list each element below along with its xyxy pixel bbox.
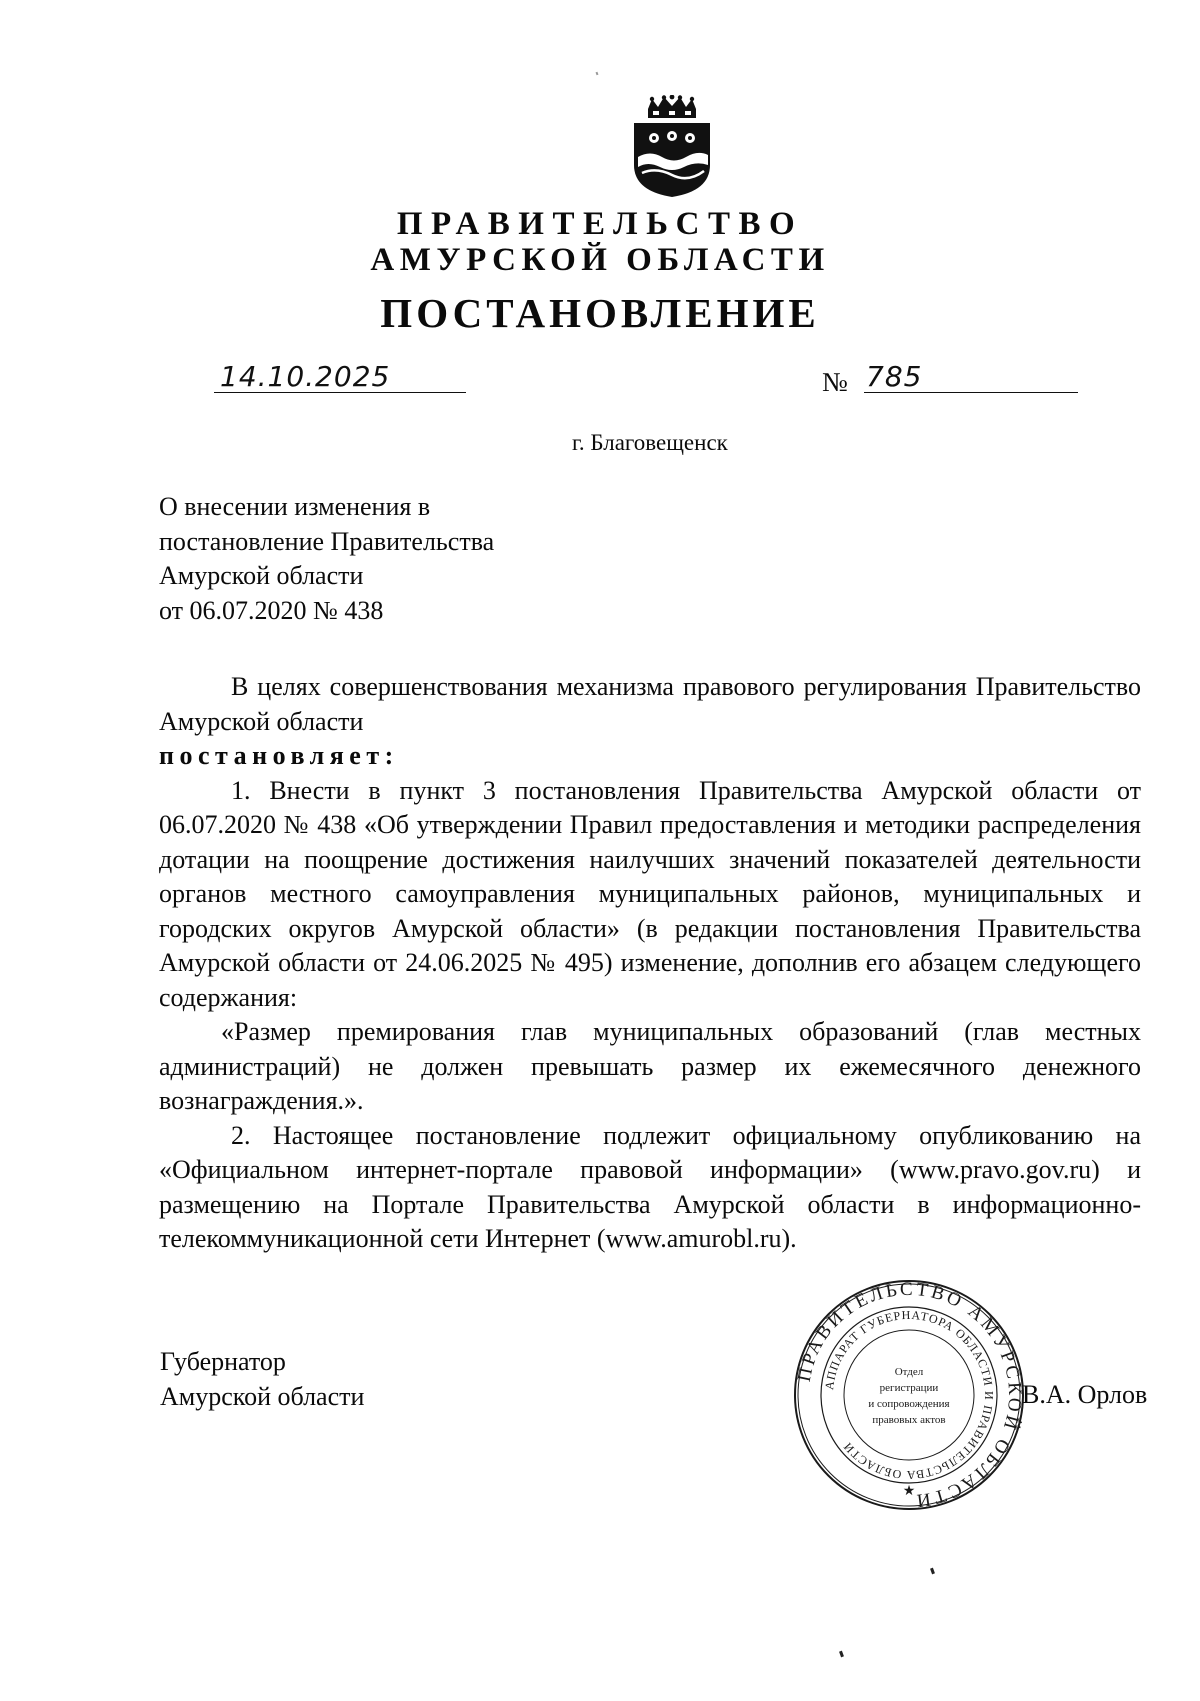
stamp-center-line: правовых актов xyxy=(872,1414,946,1426)
signer-name: В.А. Орлов xyxy=(1022,1380,1148,1409)
org-name-line2: АМУРСКОЙ ОБЛАСТИ xyxy=(370,242,830,278)
stamp-outer-text: ПРАВИТЕЛЬСТВО АМУРСКОЙ ОБЛАСТИ xyxy=(793,1278,1026,1512)
official-seal-stamp xyxy=(792,1278,1026,1512)
scan-artifact-mark xyxy=(596,72,599,76)
item-1-paragraph: 1. Внести в пункт 3 постановления Правительства Амурской области от 06.07.2020 № 438 «Об утверждении Правил предоставления и методики распределения дотации на поощрение достижения наилучших значений показателей деятельности органов местного самоуправления муниципальных районов, муниципальных и городских округов Амурской области» (в редакции постановления Правительства Амурской области от 24.06.2025 № 495) изменение, дополнив его абзацем следующего содержания: xyxy=(159,775,1141,1012)
scan-artifact-mark xyxy=(839,1651,844,1658)
document-subject xyxy=(159,490,494,628)
document-type-title: ПОСТАНОВЛЕНИЕ xyxy=(380,290,820,336)
subject-line: постановление Правительства xyxy=(159,526,495,556)
preamble-paragraph: В целях совершенствования механизма правового регулирования Правительство Амурской области xyxy=(159,672,1141,736)
amur-region-coat-of-arms-icon xyxy=(626,95,718,199)
city-name: г. Благовещенск xyxy=(572,430,728,455)
stamp-center-line: и сопровождения xyxy=(868,1398,950,1410)
stamp-middle-text: АППАРАТ ГУБЕРНАТОРА ОБЛАСТИ И ПРАВИТЕЛЬСТВА ОБЛАСТИ xyxy=(822,1307,997,1483)
stamp-star-icon: ★ xyxy=(902,1483,916,1499)
number-underline xyxy=(864,392,1078,393)
handwritten-number: 785 xyxy=(866,360,923,393)
subject-line: от 06.07.2020 № 438 xyxy=(159,595,384,625)
date-underline xyxy=(214,392,466,393)
scan-artifact-mark xyxy=(930,1568,935,1575)
subject-line: О внесении изменения в xyxy=(159,492,431,521)
stamp-center-line: Отдел xyxy=(894,1366,924,1378)
number-sign: № xyxy=(822,367,848,397)
document-body xyxy=(159,670,1141,1257)
item-1-quote-paragraph: «Размер премирования глав муниципальных образований (глав местных администраций) не должен превышать размер их ежемесячного денежного вознаграждения.». xyxy=(159,1017,1141,1115)
item-2-paragraph: 2. Настоящее постановление подлежит официальному опубликованию на «Официальном интернет-портале правовой информации» (www.pravo.gov.ru) и размещению на Портале Правительства Амурской области в информационно-телекоммуникационной сети Интернет (www.amurobl.ru). xyxy=(159,1120,1141,1253)
svg-text:АППАРАТ ГУБЕРНАТОРА ОБЛАСТИ И xyxy=(822,1308,996,1482)
signer-position xyxy=(160,1345,364,1414)
subject-line: Амурской области xyxy=(159,561,364,590)
org-name-line1: ПРАВИТЕЛЬСТВО xyxy=(396,206,804,242)
handwritten-date: 14.10.2025 xyxy=(220,360,391,393)
signer-position-line: Губернатор xyxy=(160,1347,286,1376)
stamp-center-line: регистрации xyxy=(879,1382,939,1394)
signer-position-line: Амурской области xyxy=(160,1381,365,1411)
resolves-word: постановляет: xyxy=(159,741,399,770)
